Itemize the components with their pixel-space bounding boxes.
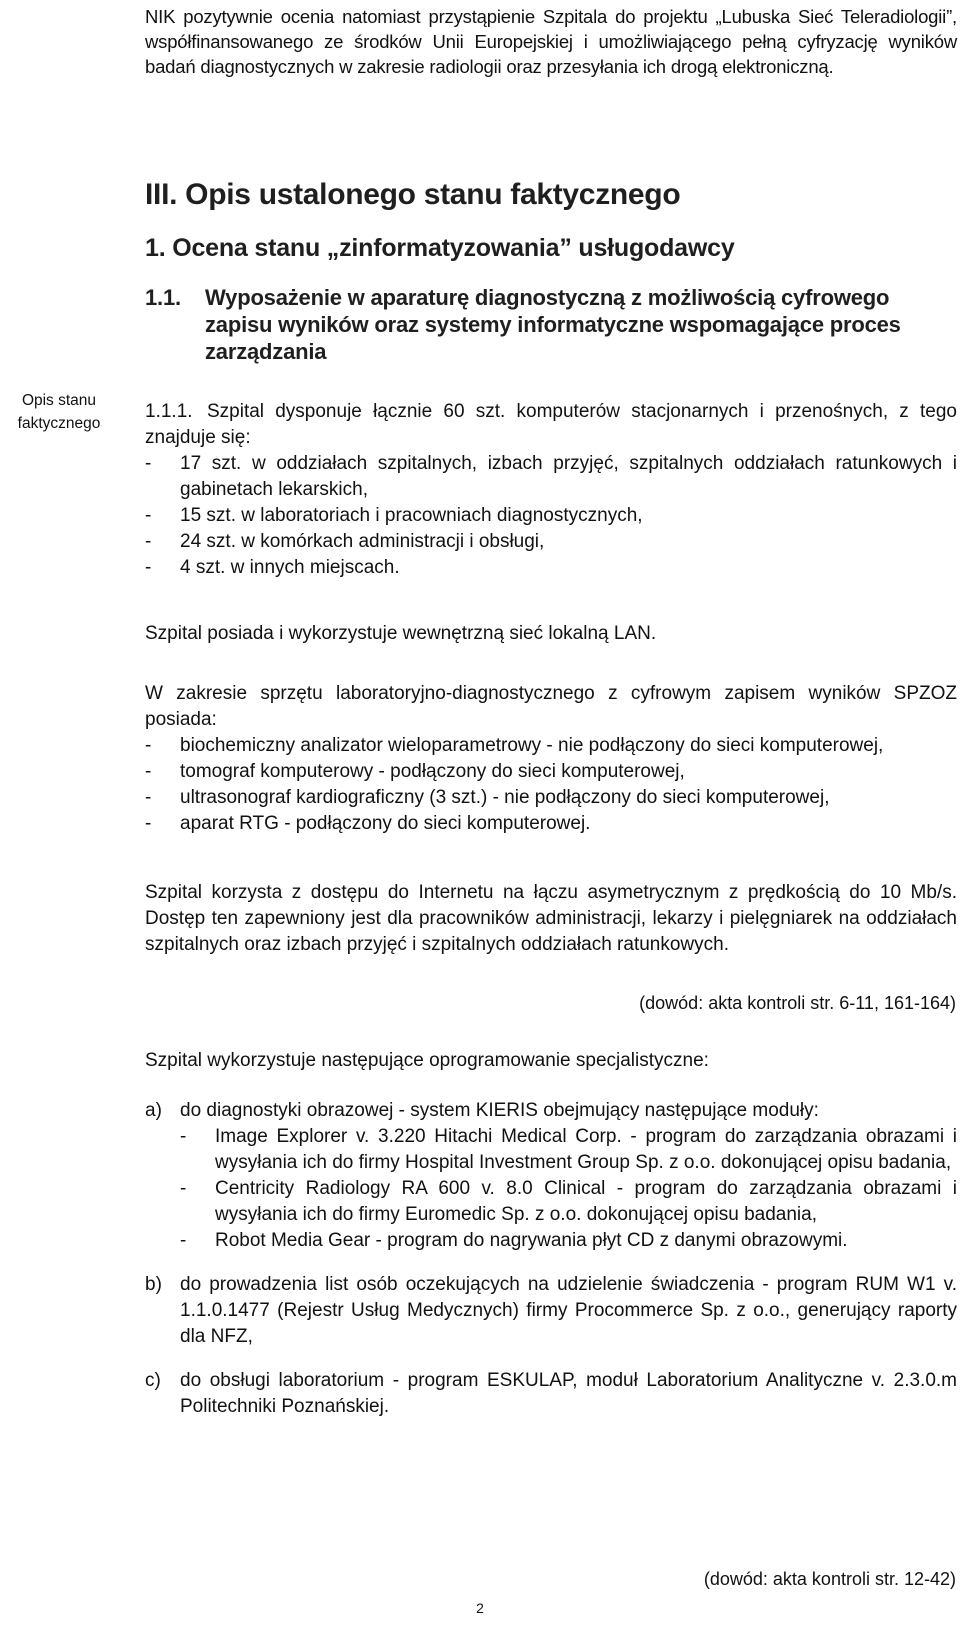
list-item [145, 785, 957, 811]
computers-list [145, 451, 957, 581]
subsubsection-title: Wyposażenie w aparaturę diagnostyczną z możliwością cyfrowego zapisu wyników oraz systemy informatyczne wspomagające proces zarządzania [205, 285, 901, 364]
list-dash: - [145, 453, 152, 474]
list-dash: - [145, 787, 152, 808]
list-dash: - [145, 557, 152, 578]
computers-paragraph: Szpital dysponuje łącznie 60 szt. komputerów stacjonarnych i przenośnych, z tego znajduje się: [145, 401, 957, 448]
list-item-text: aparat RTG - podłączony do sieci komputerowej. [180, 813, 591, 834]
software-list [145, 1098, 957, 1420]
list-item [145, 759, 957, 785]
list-item [145, 529, 957, 555]
section-heading: III. Opis ustalonego stanu faktycznego [145, 178, 681, 211]
software-item [145, 1368, 957, 1420]
list-item [145, 503, 957, 529]
list-dash: - [145, 531, 152, 552]
subsection-heading: 1. Ocena stanu „zinformatyzowania” usługodawcy [145, 234, 735, 262]
list-item [145, 733, 957, 759]
evidence-note: (dowód: akta kontroli str. 12-42) [703, 1569, 956, 1589]
software-item-text: do prowadzenia list osób oczekujących na udzielenie świadczenia - program RUM W1 v. 1.1.0.1477 (Rejestr Usług Medycznych) firmy Procommerce Sp. z o.o., generujący raporty dla NFZ, [180, 1274, 957, 1347]
list-dash: - [145, 505, 152, 526]
list-item-text: 24 szt. w komórkach administracji i obsługi, [180, 531, 545, 552]
intro-paragraph: NIK pozytywnie ocenia natomiast przystąpienie Szpitala do projektu „Lubuska Sieć Teleradiologii”, współfinansowanego ze środków Unii Europejskiej i umożliwiającego pełną cyfryzację wyników badań diagnostycznych w zakresie radiologii oraz przesyłania ich drogą elektroniczną. [145, 6, 957, 77]
list-item-text: Image Explorer v. 3.220 Hitachi Medical Corp. - program do zarządzania obrazami i wysyłania ich do firmy Hospital Investment Group Sp. z o.o. dokonującej opisu badania, [215, 1126, 957, 1173]
list-dash: - [180, 1230, 187, 1251]
software-item [145, 1272, 957, 1350]
evidence-note: (dowód: akta kontroli str. 6-11, 161-164) [639, 993, 956, 1013]
list-dash: - [145, 813, 152, 834]
list-item-text: tomograf komputerowy - podłączony do sieci komputerowej, [180, 761, 685, 782]
lab-intro-paragraph: W zakresie sprzętu laboratoryjno-diagnostycznego z cyfrowym zapisem wyników SPZOZ posiada: [145, 683, 957, 730]
list-item [180, 1176, 957, 1228]
list-item-text: Robot Media Gear - program do nagrywania płyt CD z danymi obrazowymi. [215, 1230, 848, 1251]
software-item-text: do diagnostyki obrazowej - system KIERIS obejmujący następujące moduły: [180, 1100, 819, 1121]
software-item [145, 1098, 957, 1254]
lan-paragraph: Szpital posiada i wykorzystuje wewnętrzną sieć lokalną LAN. [145, 623, 657, 644]
list-item-text: ultrasonograf kardiograficzny (3 szt.) - nie podłączony do sieci komputerowej, [180, 787, 830, 808]
subsubsection-number: 1.1. [145, 285, 181, 310]
margin-label: Opis stanu faktycznego [17, 392, 101, 432]
list-item [180, 1124, 957, 1176]
lab-equipment-list [145, 733, 957, 837]
list-dash: - [180, 1178, 187, 1199]
module-list [180, 1124, 957, 1254]
list-item [145, 811, 957, 837]
software-intro-paragraph: Szpital wykorzystuje następujące oprogramowanie specjalistyczne: [145, 1050, 709, 1071]
list-item-text: 17 szt. w oddziałach szpitalnych, izbach przyjęć, szpitalnych oddziałach ratunkowych i gabinetach lekarskich, [180, 453, 957, 500]
list-item-text: Centricity Radiology RA 600 v. 8.0 Clinical - program do zarządzania obrazami i wysyłania ich do firmy Euromedic Sp. z o.o. dokonującej opisu badania, [215, 1178, 957, 1225]
list-item [180, 1228, 957, 1254]
subsubsection-heading [145, 284, 945, 365]
internet-paragraph: Szpital korzysta z dostępu do Internetu na łączu asymetrycznym z prędkością do 10 Mb/s. Dostęp ten zapewniony jest dla pracowników administracji, lekarzy i pielęgniarek na oddziałach szpitalnych oraz izbach przyjęć i szpitalnych oddziałach ratunkowych. [145, 882, 957, 955]
list-dash: - [145, 735, 152, 756]
software-item-text: do obsługi laboratorium - program ESKULAP, moduł Laboratorium Analityczne v. 2.3.0.m Politechniki Poznańskiej. [180, 1370, 957, 1417]
list-marker: c) [145, 1370, 161, 1391]
list-marker: a) [145, 1100, 162, 1121]
item-number: 1.1.1. [145, 401, 193, 422]
list-item-text: 4 szt. w innych miejscach. [180, 557, 400, 578]
list-item [145, 555, 957, 581]
list-dash: - [145, 761, 152, 782]
page-number: 2 [476, 1600, 484, 1616]
list-item-text: biochemiczny analizator wieloparametrowy - nie podłączony do sieci komputerowej, [180, 735, 884, 756]
list-marker: b) [145, 1274, 162, 1295]
list-item [145, 451, 957, 503]
list-item-text: 15 szt. w laboratoriach i pracowniach diagnostycznych, [180, 505, 643, 526]
list-dash: - [180, 1126, 187, 1147]
